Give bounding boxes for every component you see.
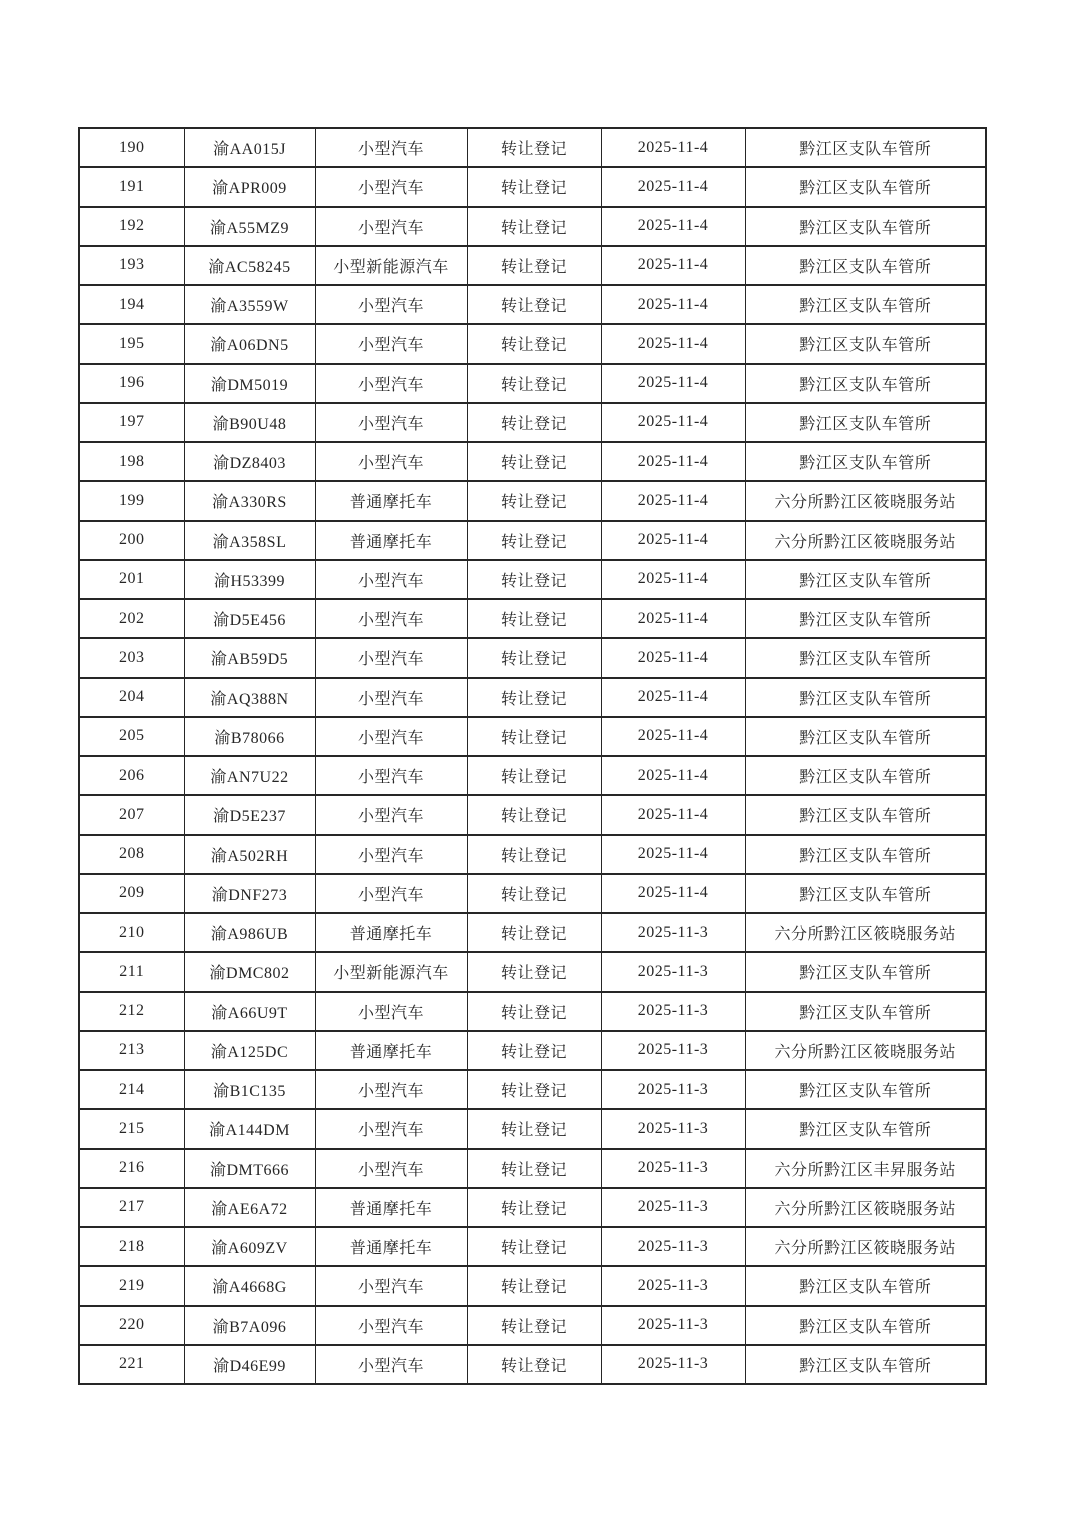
plate-number: 渝DMC802 — [184, 952, 315, 991]
registration-type: 转让登记 — [467, 1306, 601, 1345]
vehicle-type: 小型汽车 — [315, 1345, 467, 1384]
registration-office: 六分所黔江区丰昇服务站 — [745, 1149, 986, 1188]
table-row — [79, 952, 986, 991]
registration-date: 2025-11-4 — [601, 521, 745, 560]
registration-office: 黔江区支队车管所 — [745, 1070, 986, 1109]
vehicle-type: 小型汽车 — [315, 835, 467, 874]
vehicle-type: 小型汽车 — [315, 324, 467, 363]
row-number: 218 — [79, 1227, 184, 1266]
row-number: 204 — [79, 678, 184, 717]
plate-number: 渝A66U9T — [184, 992, 315, 1031]
registration-type: 转让登记 — [467, 1109, 601, 1148]
registration-date: 2025-11-3 — [601, 952, 745, 991]
table-row — [79, 1109, 986, 1148]
registration-office: 六分所黔江区筱晓服务站 — [745, 1227, 986, 1266]
plate-number: 渝B90U48 — [184, 403, 315, 442]
plate-number: 渝A609ZV — [184, 1227, 315, 1266]
registration-office: 黔江区支队车管所 — [745, 364, 986, 403]
registration-office: 六分所黔江区筱晓服务站 — [745, 481, 986, 520]
vehicle-type: 小型汽车 — [315, 678, 467, 717]
registration-date: 2025-11-3 — [601, 1188, 745, 1227]
row-number: 220 — [79, 1306, 184, 1345]
registration-office: 黔江区支队车管所 — [745, 756, 986, 795]
vehicle-type: 小型汽车 — [315, 992, 467, 1031]
vehicle-type: 小型汽车 — [315, 1306, 467, 1345]
plate-number: 渝A55MZ9 — [184, 207, 315, 246]
plate-number: 渝AE6A72 — [184, 1188, 315, 1227]
registration-date: 2025-11-4 — [601, 403, 745, 442]
vehicle-type: 小型汽车 — [315, 442, 467, 481]
registration-date: 2025-11-3 — [601, 1306, 745, 1345]
table-row — [79, 481, 986, 520]
plate-number: 渝AA015J — [184, 128, 315, 167]
registration-office: 黔江区支队车管所 — [745, 599, 986, 638]
registration-type: 转让登记 — [467, 1149, 601, 1188]
registration-type: 转让登记 — [467, 1070, 601, 1109]
plate-number: 渝A3559W — [184, 285, 315, 324]
registration-date: 2025-11-3 — [601, 1070, 745, 1109]
registration-date: 2025-11-3 — [601, 1227, 745, 1266]
table-row — [79, 442, 986, 481]
row-number: 201 — [79, 560, 184, 599]
registry-table-body — [79, 128, 986, 1384]
table-row — [79, 403, 986, 442]
plate-number: 渝DNF273 — [184, 874, 315, 913]
registration-type: 转让登记 — [467, 952, 601, 991]
plate-number: 渝A330RS — [184, 481, 315, 520]
table-row — [79, 795, 986, 834]
row-number: 198 — [79, 442, 184, 481]
registration-type: 转让登记 — [467, 1227, 601, 1266]
registration-office: 黔江区支队车管所 — [745, 403, 986, 442]
registration-office: 黔江区支队车管所 — [745, 874, 986, 913]
registration-type: 转让登记 — [467, 874, 601, 913]
registration-type: 转让登记 — [467, 599, 601, 638]
vehicle-type: 小型汽车 — [315, 128, 467, 167]
plate-number: 渝AQ388N — [184, 678, 315, 717]
table-row — [79, 913, 986, 952]
registration-type: 转让登记 — [467, 128, 601, 167]
vehicle-type: 小型汽车 — [315, 756, 467, 795]
row-number: 197 — [79, 403, 184, 442]
registration-type: 转让登记 — [467, 442, 601, 481]
row-number: 199 — [79, 481, 184, 520]
registration-office: 六分所黔江区筱晓服务站 — [745, 1188, 986, 1227]
row-number: 203 — [79, 638, 184, 677]
registration-office: 黔江区支队车管所 — [745, 246, 986, 285]
table-row — [79, 678, 986, 717]
table-row — [79, 717, 986, 756]
registration-date: 2025-11-4 — [601, 599, 745, 638]
registration-office: 黔江区支队车管所 — [745, 795, 986, 834]
registration-date: 2025-11-3 — [601, 1266, 745, 1305]
row-number: 193 — [79, 246, 184, 285]
row-number: 209 — [79, 874, 184, 913]
registration-office: 黔江区支队车管所 — [745, 1266, 986, 1305]
plate-number: 渝D5E237 — [184, 795, 315, 834]
registration-date: 2025-11-4 — [601, 874, 745, 913]
registration-office: 六分所黔江区筱晓服务站 — [745, 913, 986, 952]
registration-type: 转让登记 — [467, 678, 601, 717]
table-row — [79, 874, 986, 913]
vehicle-type: 普通摩托车 — [315, 1227, 467, 1266]
table-row — [79, 285, 986, 324]
table-row — [79, 638, 986, 677]
vehicle-type: 小型汽车 — [315, 795, 467, 834]
registration-date: 2025-11-4 — [601, 560, 745, 599]
plate-number: 渝B7A096 — [184, 1306, 315, 1345]
registration-type: 转让登记 — [467, 992, 601, 1031]
plate-number: 渝A144DM — [184, 1109, 315, 1148]
registration-type: 转让登记 — [467, 1266, 601, 1305]
row-number: 205 — [79, 717, 184, 756]
row-number: 202 — [79, 599, 184, 638]
registration-type: 转让登记 — [467, 756, 601, 795]
vehicle-type: 普通摩托车 — [315, 913, 467, 952]
table-row — [79, 1149, 986, 1188]
vehicle-type: 小型新能源汽车 — [315, 952, 467, 991]
registration-type: 转让登记 — [467, 1188, 601, 1227]
row-number: 194 — [79, 285, 184, 324]
registration-type: 转让登记 — [467, 717, 601, 756]
table-row — [79, 756, 986, 795]
table-row — [79, 324, 986, 363]
row-number: 221 — [79, 1345, 184, 1384]
table-row — [79, 992, 986, 1031]
registration-office: 黔江区支队车管所 — [745, 992, 986, 1031]
registration-type: 转让登记 — [467, 795, 601, 834]
vehicle-type: 小型汽车 — [315, 285, 467, 324]
vehicle-type: 小型汽车 — [315, 717, 467, 756]
registration-type: 转让登记 — [467, 246, 601, 285]
registration-type: 转让登记 — [467, 364, 601, 403]
row-number: 212 — [79, 992, 184, 1031]
registration-office: 黔江区支队车管所 — [745, 167, 986, 206]
registration-type: 转让登记 — [467, 560, 601, 599]
table-row — [79, 1306, 986, 1345]
registration-office: 黔江区支队车管所 — [745, 324, 986, 363]
registration-date: 2025-11-4 — [601, 638, 745, 677]
table-row — [79, 1345, 986, 1384]
row-number: 207 — [79, 795, 184, 834]
plate-number: 渝DZ8403 — [184, 442, 315, 481]
vehicle-type: 小型汽车 — [315, 1149, 467, 1188]
table-row — [79, 1266, 986, 1305]
row-number: 216 — [79, 1149, 184, 1188]
registration-office: 黔江区支队车管所 — [745, 207, 986, 246]
registration-date: 2025-11-4 — [601, 285, 745, 324]
registration-date: 2025-11-4 — [601, 481, 745, 520]
vehicle-type: 小型汽车 — [315, 599, 467, 638]
registration-date: 2025-11-4 — [601, 246, 745, 285]
row-number: 195 — [79, 324, 184, 363]
plate-number: 渝B1C135 — [184, 1070, 315, 1109]
registration-type: 转让登记 — [467, 835, 601, 874]
registration-office: 黔江区支队车管所 — [745, 952, 986, 991]
vehicle-type: 小型汽车 — [315, 874, 467, 913]
vehicle-type: 小型汽车 — [315, 560, 467, 599]
table-row — [79, 128, 986, 167]
registration-date: 2025-11-3 — [601, 913, 745, 952]
registration-date: 2025-11-4 — [601, 756, 745, 795]
row-number: 192 — [79, 207, 184, 246]
row-number: 213 — [79, 1031, 184, 1070]
plate-number: 渝AN7U22 — [184, 756, 315, 795]
registration-office: 黔江区支队车管所 — [745, 678, 986, 717]
vehicle-type: 普通摩托车 — [315, 1031, 467, 1070]
registration-date: 2025-11-4 — [601, 167, 745, 206]
plate-number: 渝D46E99 — [184, 1345, 315, 1384]
vehicle-type: 普通摩托车 — [315, 1188, 467, 1227]
registration-date: 2025-11-4 — [601, 795, 745, 834]
registration-office: 黔江区支队车管所 — [745, 442, 986, 481]
plate-number: 渝DM5019 — [184, 364, 315, 403]
row-number: 217 — [79, 1188, 184, 1227]
registration-office: 黔江区支队车管所 — [745, 560, 986, 599]
registration-date: 2025-11-4 — [601, 835, 745, 874]
registration-date: 2025-11-3 — [601, 1345, 745, 1384]
registration-office: 黔江区支队车管所 — [745, 128, 986, 167]
registration-office: 黔江区支队车管所 — [745, 835, 986, 874]
plate-number: 渝A986UB — [184, 913, 315, 952]
registration-type: 转让登记 — [467, 403, 601, 442]
table-row — [79, 560, 986, 599]
plate-number: 渝A06DN5 — [184, 324, 315, 363]
vehicle-type: 小型汽车 — [315, 403, 467, 442]
plate-number: 渝A358SL — [184, 521, 315, 560]
table-row — [79, 167, 986, 206]
registration-office: 黔江区支队车管所 — [745, 1306, 986, 1345]
registration-type: 转让登记 — [467, 521, 601, 560]
table-row — [79, 246, 986, 285]
row-number: 196 — [79, 364, 184, 403]
row-number: 206 — [79, 756, 184, 795]
plate-number: 渝A502RH — [184, 835, 315, 874]
row-number: 211 — [79, 952, 184, 991]
registration-date: 2025-11-4 — [601, 207, 745, 246]
row-number: 191 — [79, 167, 184, 206]
plate-number: 渝H53399 — [184, 560, 315, 599]
registration-office: 六分所黔江区筱晓服务站 — [745, 521, 986, 560]
vehicle-type: 小型汽车 — [315, 1266, 467, 1305]
registration-office: 黔江区支队车管所 — [745, 1345, 986, 1384]
registration-office: 黔江区支队车管所 — [745, 717, 986, 756]
plate-number: 渝A4668G — [184, 1266, 315, 1305]
row-number: 219 — [79, 1266, 184, 1305]
row-number: 200 — [79, 521, 184, 560]
registration-date: 2025-11-4 — [601, 128, 745, 167]
registration-type: 转让登记 — [467, 167, 601, 206]
table-row — [79, 1031, 986, 1070]
registration-date: 2025-11-4 — [601, 364, 745, 403]
vehicle-type: 小型汽车 — [315, 1109, 467, 1148]
registration-type: 转让登记 — [467, 207, 601, 246]
plate-number: 渝A125DC — [184, 1031, 315, 1070]
registration-type: 转让登记 — [467, 913, 601, 952]
vehicle-type: 小型汽车 — [315, 364, 467, 403]
vehicle-type: 小型汽车 — [315, 638, 467, 677]
registration-date: 2025-11-4 — [601, 678, 745, 717]
registration-type: 转让登记 — [467, 481, 601, 520]
registration-type: 转让登记 — [467, 1031, 601, 1070]
row-number: 208 — [79, 835, 184, 874]
registration-date: 2025-11-4 — [601, 717, 745, 756]
table-row — [79, 835, 986, 874]
registration-type: 转让登记 — [467, 285, 601, 324]
plate-number: 渝DMT666 — [184, 1149, 315, 1188]
table-row — [79, 1188, 986, 1227]
table-row — [79, 599, 986, 638]
registration-type: 转让登记 — [467, 1345, 601, 1384]
registration-date: 2025-11-4 — [601, 324, 745, 363]
vehicle-type: 普通摩托车 — [315, 481, 467, 520]
registration-date: 2025-11-4 — [601, 442, 745, 481]
row-number: 190 — [79, 128, 184, 167]
registration-office: 黔江区支队车管所 — [745, 638, 986, 677]
plate-number: 渝AC58245 — [184, 246, 315, 285]
registration-type: 转让登记 — [467, 324, 601, 363]
vehicle-type: 小型汽车 — [315, 1070, 467, 1109]
registration-office: 六分所黔江区筱晓服务站 — [745, 1031, 986, 1070]
vehicle-type: 小型新能源汽车 — [315, 246, 467, 285]
vehicle-type: 小型汽车 — [315, 207, 467, 246]
registration-type: 转让登记 — [467, 638, 601, 677]
plate-number: 渝APR009 — [184, 167, 315, 206]
vehicle-type: 小型汽车 — [315, 167, 467, 206]
table-row — [79, 364, 986, 403]
table-row — [79, 207, 986, 246]
registration-date: 2025-11-3 — [601, 1109, 745, 1148]
registration-date: 2025-11-3 — [601, 1031, 745, 1070]
table-row — [79, 1227, 986, 1266]
registration-date: 2025-11-3 — [601, 1149, 745, 1188]
row-number: 215 — [79, 1109, 184, 1148]
row-number: 214 — [79, 1070, 184, 1109]
vehicle-type: 普通摩托车 — [315, 521, 467, 560]
plate-number: 渝AB59D5 — [184, 638, 315, 677]
vehicle-registry-table — [78, 127, 987, 1385]
row-number: 210 — [79, 913, 184, 952]
plate-number: 渝D5E456 — [184, 599, 315, 638]
registration-date: 2025-11-3 — [601, 992, 745, 1031]
plate-number: 渝B78066 — [184, 717, 315, 756]
registration-office: 黔江区支队车管所 — [745, 285, 986, 324]
registration-office: 黔江区支队车管所 — [745, 1109, 986, 1148]
table-row — [79, 1070, 986, 1109]
table-row — [79, 521, 986, 560]
